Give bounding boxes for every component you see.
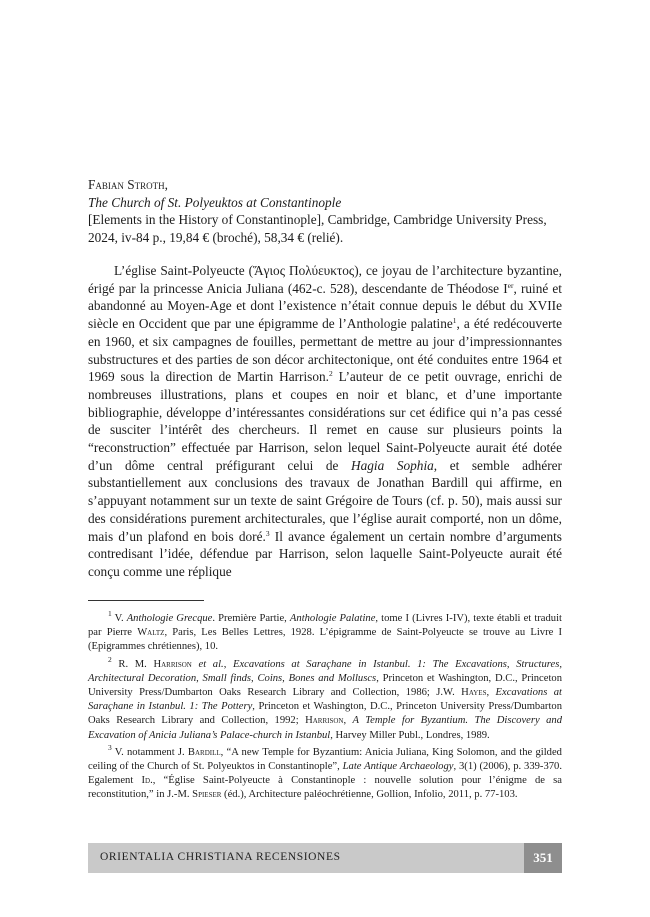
footnote-text: , Princeton et Washington, D.C., Princeton University Press/Dumbarton Oaks Research Library and Collection, 1986; J.W.: [88, 672, 563, 699]
footnote-author: Hayes: [461, 687, 487, 699]
page-number: 351: [524, 843, 562, 873]
footnote-text-italic: et al.: [191, 658, 224, 670]
journal-title: ORIENTALIA CHRISTIANA RECENSIONES: [100, 851, 341, 863]
footnote-ref-2[interactable]: 2: [328, 369, 333, 379]
footnote-author: Spieser: [192, 789, 222, 801]
footnote-text: R. M.: [111, 658, 154, 670]
footnote-text: ,: [343, 715, 353, 727]
footnote-divider: [88, 600, 204, 601]
footnote-text: , “A new Temple for Byzantium: Anicia Juliana, King Solomon, and the gilded ceiling of the Church of St. Polyeuktos in Constantinople”,: [88, 746, 562, 773]
body-text: L’auteur de ce petit ouvrage, enrichi de nombreuses illustrations, plans et coupes en noir et blanc, et d’une importante bibliographie, développe d’intéressantes considérations sur cet édifice qui n’a pas cessé de susciter l’intérêt des chercheurs. Il remet en cause sur plusieurs points la “reconstruction” effectuée par Harrison, selon lequel Saint-Polyeucte aurait été dotée d’un dôme central préfigurant celui de: [88, 369, 562, 473]
footnote-author: Harrison: [153, 658, 192, 670]
footnote-text: , 3(1) (2006), p. 339-370. Egalement: [88, 761, 563, 787]
book-author: Fabian Stroth,: [88, 177, 168, 192]
review-header: [88, 176, 562, 246]
footnote-text: , “Église Saint-Polyeucte à Constantinople : nouvelle solution pour l’énigme de sa reconstitution,” in J.-M.: [88, 775, 562, 801]
body-text: L’église Saint-Polyeucte (Ἅγιος Πολύευκτος), ce joyau de l’architecture byzantine, érigé par la princesse Anicia Juliana (462-c. 528), descendante de Théodose I: [88, 263, 562, 296]
footnote-text: , tome I (Livres I-IV), texte établi et traduit par Pierre: [88, 613, 562, 639]
superscript: er: [507, 280, 514, 290]
footnote-text-italic: A Temple for Byzantium. The Discovery and Excavation of Anicia Juliana’s Palace-church in Istanbul: [88, 715, 563, 741]
footnote-number: 3: [108, 742, 112, 752]
footnote-text: , Princeton et Washington, D.C., Princeton University Press/Dumbarton Oaks Research Library and Collection, 1992;: [88, 701, 562, 727]
footnote-ref-1[interactable]: 1: [452, 316, 457, 326]
body-text: Il avance également un certain nombre d’arguments contredisant l’idée, défendue par Harrison, selon laquelle Saint-Polyeucte aurait été conçu comme une réplique: [88, 528, 562, 579]
footnote-3: [88, 742, 563, 803]
footnote-text-italic: Anthologie Palatine: [289, 613, 376, 624]
footnote-text-italic: Excavations at Saraçhane in Istanbul. 1: The Pottery: [88, 687, 562, 713]
footnote-text: , Harvey Miller Publ., Londres, 1989.: [330, 729, 490, 741]
footnotes: [88, 609, 563, 806]
footnote-text: V.: [111, 613, 127, 624]
footnote-author: Waltz: [137, 627, 165, 639]
body-text: , et semble adhérer substantiellement aux conclusions des travaux de Jonathan Bardill qui affirme, en s’appuyant notamment sur un texte de saint Grégoire de Tours (cf. p. 50), mais aussi sur des considérations purement architecturales, que l’église aurait comporté, non un dôme, mais d’un plafond en bois doré.: [88, 457, 562, 544]
footnote-ref-3[interactable]: 3: [265, 528, 270, 538]
footnote-text-italic: Anthologie Grecque: [126, 613, 213, 624]
footnote-2: [88, 654, 563, 743]
footnote-text-italic: Late Antique Archaeology: [342, 761, 454, 773]
footnote-number: 1: [108, 609, 112, 618]
footnote-text: , Paris, Les Belles Lettres, 1928. L’épigramme de Saint-Polyeucte se trouve au Livre I (Epigrammes chrétiennes), 10.: [88, 627, 563, 653]
body-text: , ruiné et abandonné au Moyen-Age et dont l’existence n’était connue depuis le début du XVIIe siècle en Occident que par une épigramme de l’Anthologie palatine: [88, 280, 563, 332]
body-paragraph: [88, 262, 562, 581]
body-text-italic: Hagia Sophia: [351, 457, 434, 473]
review-body: [88, 262, 562, 581]
footnote-text: V. notamment J.: [111, 746, 188, 758]
book-details: [Elements in the History of Constantinople], Cambridge, Cambridge University Press, 2024, iv-84 p., 19,84 € (broché), 58,34 € (relié).: [88, 212, 547, 245]
footnote-text: ,: [486, 687, 496, 699]
footnote-number: 2: [108, 654, 112, 664]
footnote-text: . Première Partie,: [212, 613, 290, 624]
footnote-author: Id.: [141, 775, 153, 787]
book-title: The Church of St. Polyeuktos at Constantinople: [88, 194, 342, 210]
page-footer: [88, 843, 562, 873]
body-text: , a été redécouverte en 1960, et six campagnes de fouilles, permettant de mettre au jour d’impressionnantes substructures et des parties de son décor architectonique, ont été conduites entre 1964 et 1969 sous la direction de Martin Harrison.: [88, 316, 562, 385]
footnote-author: Bardill: [187, 746, 221, 758]
footnote-text: ,: [223, 658, 233, 670]
footnote-1: [88, 609, 563, 655]
footnote-text: (éd.), Architecture paléochrétienne, Gollion, Infolio, 2011, p. 77-103.: [221, 789, 518, 801]
footnote-author: Harrison: [305, 715, 344, 727]
footnote-text-italic: Excavations at Saraçhane in Istanbul. 1: The Excavations, Structures, Architectural Decoration, Small finds, Coins, Bones and Molluscs: [88, 658, 562, 684]
